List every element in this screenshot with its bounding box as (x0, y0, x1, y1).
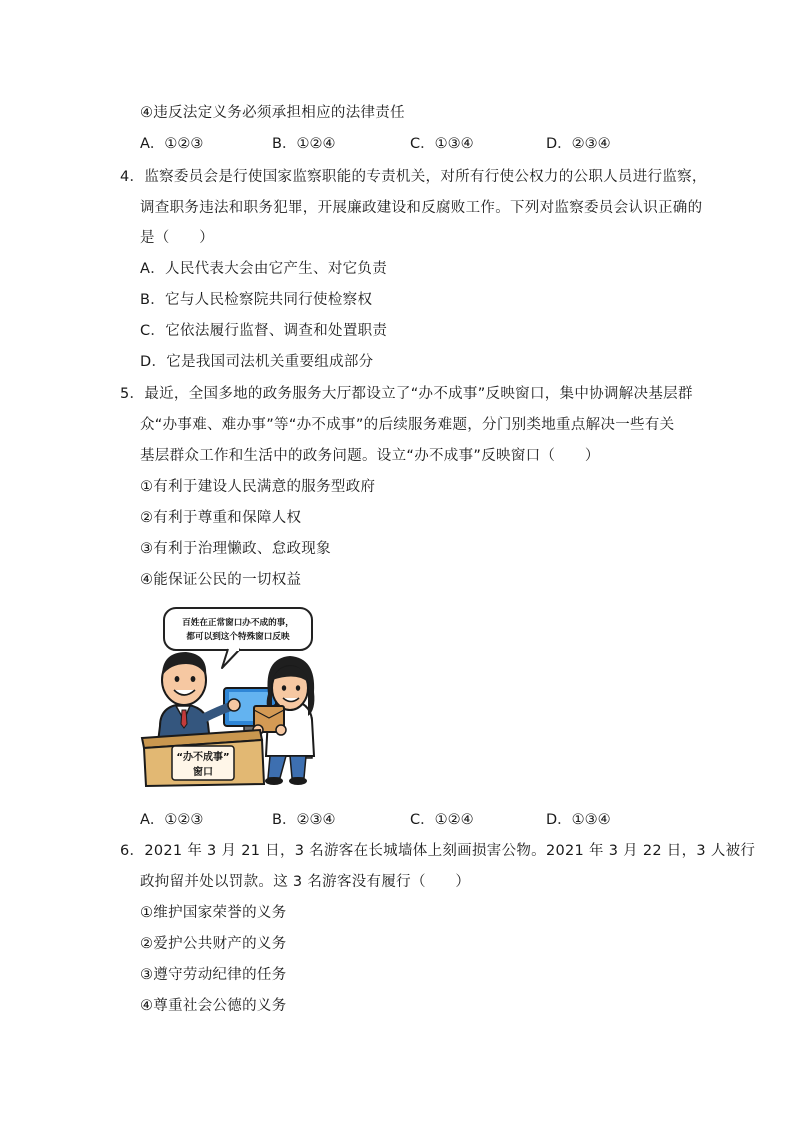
q3-option-d[interactable]: D．②③④ (546, 136, 611, 152)
q4-option-a[interactable]: A．人民代表大会由它产生、对它负责 (140, 261, 388, 277)
desk-sign-line-2: 窗口 (193, 767, 213, 778)
q5-stem-line-1: 5．最近，全国多地的政务服务大厅都设立了“办不成事”反映窗口，集中协调解决基层群 (120, 386, 693, 402)
q4-stem-line-3: 是（ ） (140, 230, 214, 246)
q4-option-c[interactable]: C．它依法履行监督、调查和处置职责 (140, 323, 388, 339)
speech-bubble-line-2: 都可以到这个特殊窗口反映 (186, 632, 290, 642)
q4-stem-line-2: 调查职务违法和职务犯罪，开展廉政建设和反腐败工作。下列对监察委员会认识正确的 (140, 200, 703, 216)
q4-option-b[interactable]: B．它与人民检察院共同行使检察权 (140, 292, 373, 308)
q5-item-1: ①有利于建设人民满意的服务型政府 (140, 479, 376, 495)
q3-option-a[interactable]: A．①②③ (140, 136, 204, 152)
speech-bubble-tail (222, 649, 240, 668)
q5-item-2: ②有利于尊重和保障人权 (140, 510, 302, 526)
q6-item-1: ①维护国家荣誉的义务 (140, 905, 287, 921)
q5-stem-line-3: 基层群众工作和生活中的政务问题。设立“办不成事”反映窗口（ ） (140, 448, 600, 464)
q6-item-2: ②爱护公共财产的义务 (140, 936, 287, 952)
q4-stem-line-1: 4．监察委员会是行使国家监察职能的专责机关，对所有行使公权力的公职人员进行监察， (120, 169, 707, 185)
speech-bubble (164, 608, 312, 650)
q5-option-d[interactable]: D．①③④ (546, 812, 611, 828)
q6-stem-line-2: 政拘留并处以罚款。这 3 名游客没有履行（ ） (140, 874, 471, 890)
q3-options (140, 134, 660, 154)
cartoon-svg (140, 606, 326, 788)
q3-option-b[interactable]: B．①②④ (272, 136, 336, 152)
q6-item-4: ④尊重社会公德的义务 (140, 998, 287, 1014)
speech-bubble-line-1: 百姓在正常窗口办不成的事， (182, 618, 294, 628)
q5-stem-line-2: 众“办事难、难办事”等“办不成事”的后续服务难题，分门别类地重点解决一些有关 (140, 417, 675, 433)
q6-item-3: ③遵守劳动纪律的任务 (140, 967, 287, 983)
q5-option-b[interactable]: B．②③④ (272, 812, 336, 828)
q5-options (140, 810, 660, 830)
q5-item-3: ③有利于治理懒政、怠政现象 (140, 541, 331, 557)
q3-option-c[interactable]: C．①③④ (410, 136, 474, 152)
cartoon-illustration (140, 606, 326, 788)
q4-option-d[interactable]: D．它是我国司法机关重要组成部分 (140, 354, 374, 370)
q3-item-4: ④违反法定义务必须承担相应的法律责任 (140, 105, 405, 121)
q5-option-a[interactable]: A．①②③ (140, 812, 204, 828)
q5-option-c[interactable]: C．①②④ (410, 812, 474, 828)
q5-item-4: ④能保证公民的一切权益 (140, 572, 302, 588)
q6-stem-line-1: 6．2021 年 3 月 21 日，3 名游客在长城墙体上刻画损害公物。2021 年 3 月 22 日，3 人被行 (120, 843, 756, 859)
desk-sign-line-1: “办不成事” (176, 752, 230, 763)
